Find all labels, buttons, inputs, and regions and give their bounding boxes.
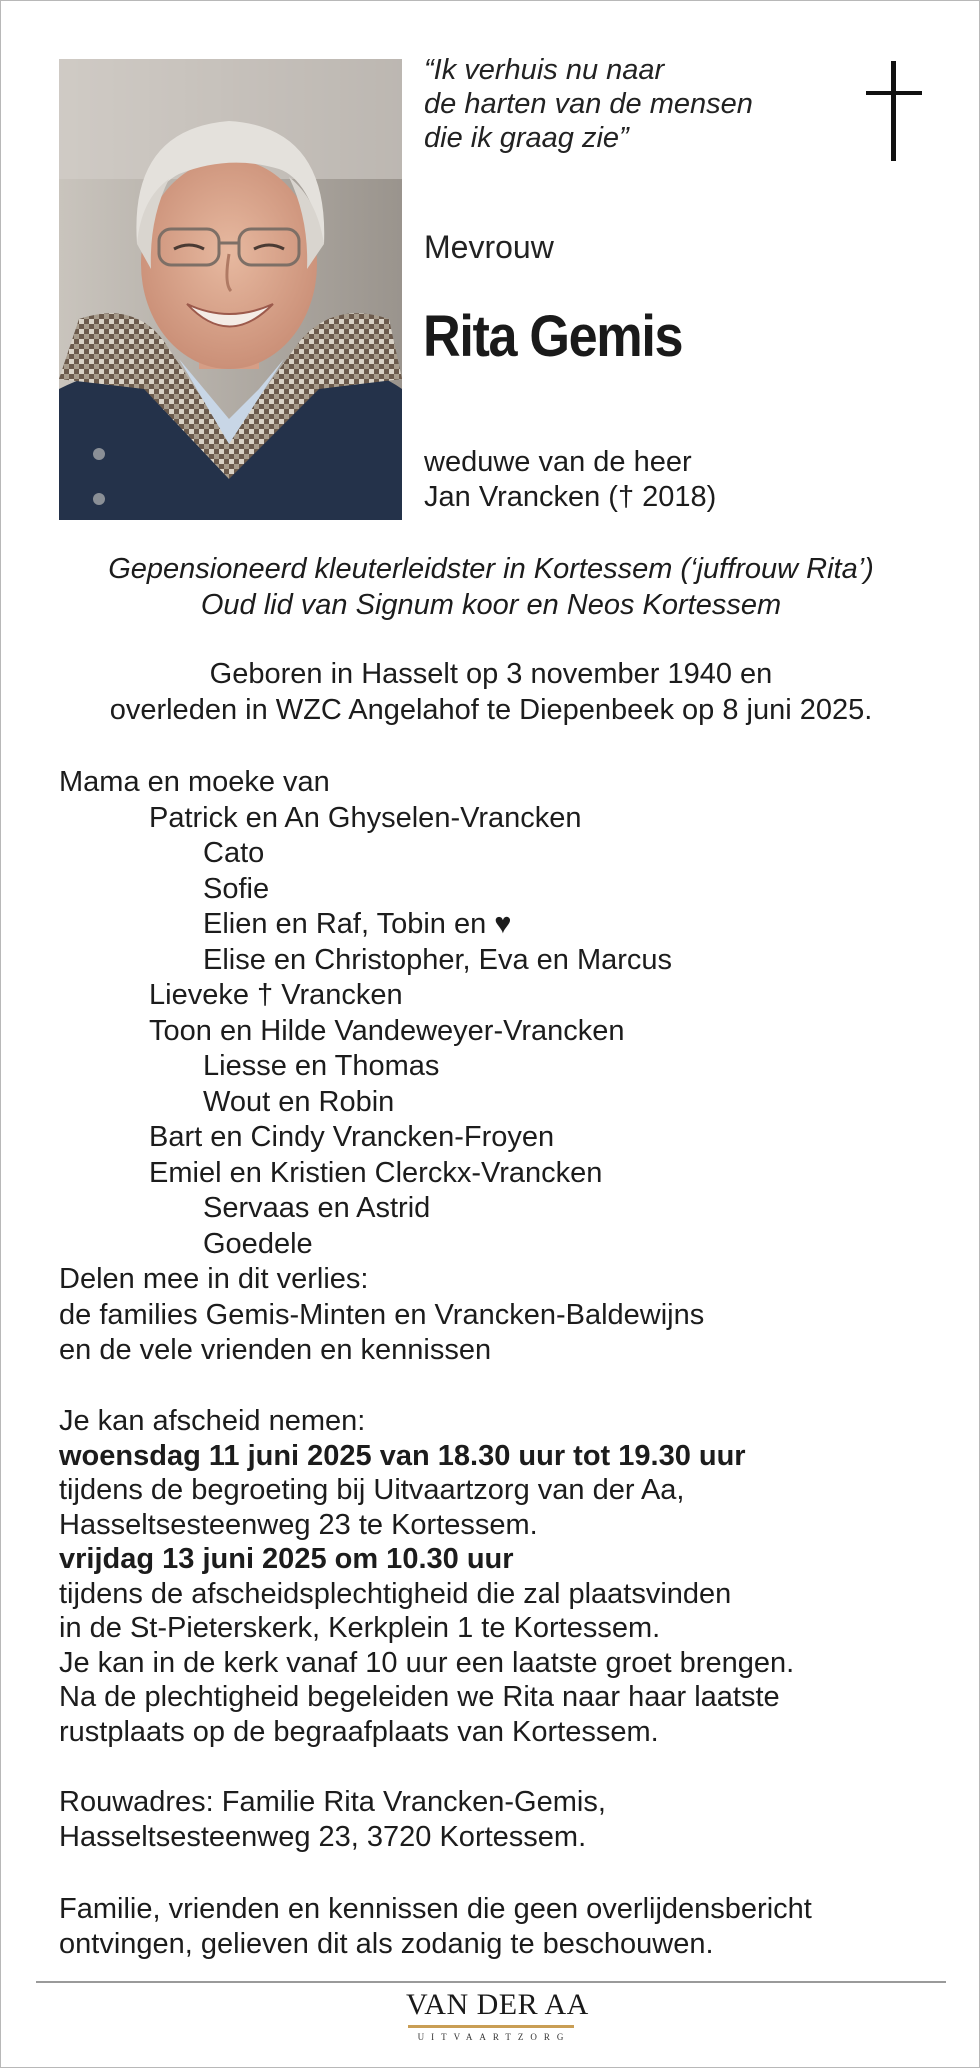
widow-line: Jan Vrancken († 2018) <box>424 481 717 513</box>
family-member: Bart en Cindy Vrancken-Froyen <box>149 1121 555 1153</box>
address-line: Hasseltsesteenweg 23, 3720 Kortessem. <box>59 1821 587 1853</box>
shared-grief-line: Delen mee in dit verlies: <box>59 1263 369 1295</box>
service-line: rustplaats op de begraafplaats van Kortessem. <box>59 1715 659 1748</box>
wake-line: Hasseltsesteenweg 23 te Kortessem. <box>59 1508 538 1541</box>
logo-accent-bar <box>408 2025 574 2028</box>
quote-line: de harten van de mensen <box>424 88 753 120</box>
deceased-name: Rita Gemis <box>423 304 683 369</box>
family-member: Patrick en An Ghyselen-Vrancken <box>149 801 582 834</box>
life-line: Geboren in Hasselt op 3 november 1940 en <box>209 658 773 690</box>
farewell-info <box>59 1404 794 1749</box>
family-member: Servaas en Astrid <box>203 1192 431 1224</box>
mourning-address <box>59 1785 606 1855</box>
role-line: Gepensioneerd kleuterleidster in Kortessem (‘juffrouw Rita’) <box>108 553 874 585</box>
service-line: tijdens de afscheidsplechtigheid die zal plaatsvinden <box>59 1577 732 1610</box>
portrait-photo <box>59 59 402 520</box>
family-member: Emiel en Kristien Clerckx-Vrancken <box>149 1156 603 1189</box>
life-line: overleden in WZC Angelahof te Diepenbeek op 8 juni 2025. <box>109 694 873 726</box>
family-member: Toon en Hilde Vandeweyer-Vrancken <box>149 1014 625 1047</box>
family-member: Cato <box>203 837 265 869</box>
service-datetime: vrijdag 13 juni 2025 om 10.30 uur <box>59 1543 514 1575</box>
portrait-illustration <box>59 59 402 520</box>
wake-line: tijdens de begroeting bij Uitvaartzorg van der Aa, <box>59 1474 685 1506</box>
role-line: Oud lid van Signum koor en Neos Kortessem <box>200 589 782 621</box>
quote-line: die ik graag zie” <box>424 122 629 154</box>
notice-text <box>59 1892 812 1962</box>
farewell-intro: Je kan afscheid nemen: <box>59 1405 366 1437</box>
latin-cross-icon <box>866 61 922 161</box>
address-line: Rouwadres: Familie Rita Vrancken-Gemis, <box>59 1786 606 1818</box>
family-member: Wout en Robin <box>203 1085 395 1118</box>
birth-death-block <box>1 656 980 728</box>
widow-line: weduwe van de heer <box>424 446 692 478</box>
service-line: Je kan in de kerk vanaf 10 uur een laatste groet brengen. <box>59 1646 795 1679</box>
honorific: Mevrouw <box>424 229 554 265</box>
service-line: Na de plechtigheid begeleiden we Rita naar haar laatste <box>59 1681 780 1713</box>
wake-datetime: woensdag 11 juni 2025 van 18.30 uur tot 19.30 uur <box>59 1439 746 1472</box>
roles-block <box>1 551 980 623</box>
logo-subtitle: UITVAARTZORG <box>417 2032 571 2042</box>
service-line: in de St-Pieterskerk, Kerkplein 1 te Kortessem. <box>59 1612 661 1644</box>
memorial-quote <box>424 53 753 155</box>
family-member: Elise en Christopher, Eva en Marcus <box>203 943 673 976</box>
shared-grief-line: de families Gemis-Minten en Vrancken-Baldewijns <box>59 1298 705 1331</box>
family-intro: Mama en moeke van <box>59 766 330 798</box>
quote-line: “Ik verhuis nu naar <box>424 54 665 86</box>
logo-wordmark: VAN DER AA <box>406 1988 589 2021</box>
family-member: Lieveke † Vrancken <box>149 979 403 1011</box>
family-member: Sofie <box>203 872 270 905</box>
family-list <box>59 765 704 1369</box>
family-member: Liesse en Thomas <box>203 1050 440 1082</box>
notice-line: ontvingen, gelieven dit als zodanig te beschouwen. <box>59 1928 714 1960</box>
family-member: Elien en Raf, Tobin en ♥ <box>203 908 512 940</box>
shared-grief-line: en de vele vrienden en kennissen <box>59 1334 492 1366</box>
widow-info <box>424 445 716 515</box>
notice-line: Familie, vrienden en kennissen die geen overlijdensbericht <box>59 1893 812 1925</box>
family-member: Goedele <box>203 1227 313 1260</box>
funeral-home-logo <box>406 1983 589 2049</box>
